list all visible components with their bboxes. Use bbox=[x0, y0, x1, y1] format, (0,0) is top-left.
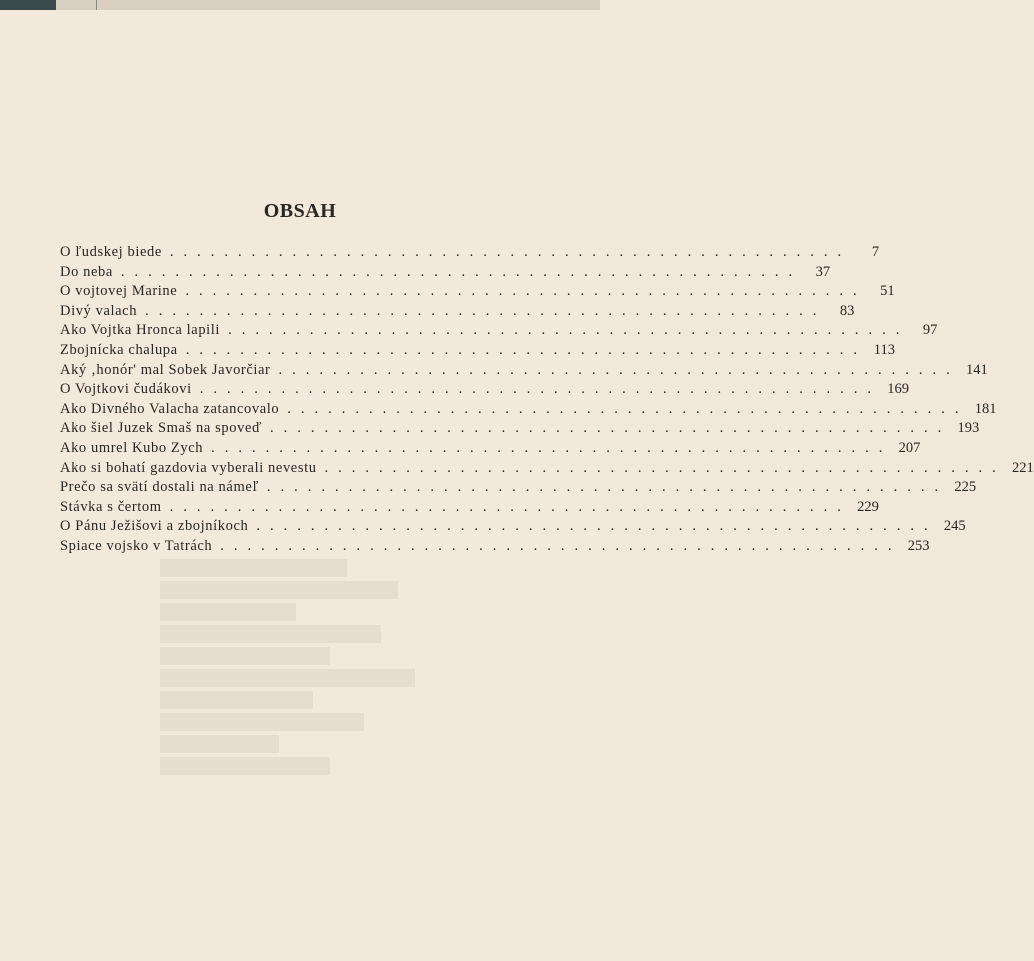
toc-entry-title: Stávka s čertom bbox=[60, 498, 162, 515]
toc-page-number: 37 bbox=[815, 263, 831, 280]
toc-entry-title: Ako šiel Juzek Smaš na spoveď bbox=[60, 420, 262, 437]
toc-leader-dots: .................................................. bbox=[269, 420, 952, 437]
toc-entry-title: Prečo sa svätí dostali na námeľ bbox=[60, 479, 259, 496]
toc-leader-dots: .................................................. bbox=[185, 341, 867, 358]
toc-leader-dots: .................................................. bbox=[169, 498, 851, 515]
toc-row bbox=[60, 361, 988, 381]
toc-row bbox=[60, 419, 980, 439]
toc-entry-title: Zbojnícka chalupa bbox=[60, 341, 178, 358]
toc-entry-title: Ako Divného Valacha zatancovalo bbox=[60, 400, 280, 417]
toc-page-number: 245 bbox=[943, 518, 966, 535]
toc-page-number: 51 bbox=[880, 283, 895, 300]
toc-page-number: 141 bbox=[965, 361, 988, 378]
toc-page-number: 113 bbox=[873, 341, 895, 358]
toc-entry-title: Divý valach bbox=[60, 302, 138, 319]
page-top-edge-shadow bbox=[0, 0, 56, 10]
toc-row bbox=[60, 517, 966, 537]
toc-entry-title: Ako si bohatí gazdovia vyberali nevestu bbox=[60, 459, 317, 476]
toc-leader-dots: .................................................. bbox=[185, 283, 867, 300]
toc-leader-dots: .................................................. bbox=[199, 381, 881, 398]
toc-entry-title: Aký ‚honór' mal Sobek Javorčiar bbox=[60, 361, 271, 378]
toc-entry-title: Ako Vojtka Hronca lapili bbox=[60, 322, 221, 339]
toc-row bbox=[60, 321, 938, 341]
toc-row bbox=[60, 282, 895, 302]
toc-page-number: 181 bbox=[974, 400, 997, 417]
toc-leader-dots: .................................................. bbox=[324, 459, 1006, 476]
toc-leader-dots: .................................................. bbox=[211, 439, 893, 456]
toc-entry-title: O ľudskej biede bbox=[60, 244, 162, 260]
toc-page-number: 83 bbox=[839, 302, 855, 319]
toc-row bbox=[60, 400, 997, 420]
toc-row bbox=[60, 498, 879, 518]
toc-row bbox=[60, 537, 930, 557]
toc-leader-dots: .................................................. bbox=[256, 518, 938, 535]
toc-entry-title: Ako umrel Kubo Zych bbox=[60, 439, 204, 456]
toc-page-number: 193 bbox=[957, 420, 980, 437]
toc-entry-title: Spiace vojsko v Tatrách bbox=[60, 537, 213, 554]
toc-leader-dots: .................................................. bbox=[120, 263, 803, 280]
toc-page-number: 221 bbox=[1012, 459, 1034, 476]
page-top-edge-line bbox=[96, 0, 97, 10]
toc-entry-title: O Pánu Ježišovi a zbojníkoch bbox=[60, 518, 249, 535]
toc-leader-dots: .................................................. bbox=[145, 302, 827, 319]
toc-row bbox=[60, 439, 921, 459]
toc-row bbox=[60, 341, 895, 361]
toc-page-number: 225 bbox=[954, 479, 977, 496]
toc-leader-dots: .................................................. bbox=[266, 479, 949, 496]
toc-leader-dots: .................................................. bbox=[220, 537, 902, 554]
toc-row bbox=[60, 243, 880, 263]
toc-entry-title: Do neba bbox=[60, 263, 113, 280]
toc-row bbox=[60, 459, 1034, 479]
show-through-text bbox=[160, 555, 500, 815]
toc-leader-dots: .................................................. bbox=[278, 361, 960, 378]
toc-page-number: 207 bbox=[898, 439, 921, 456]
toc-page-number: 97 bbox=[922, 322, 938, 339]
toc-row bbox=[60, 380, 909, 400]
toc-entry-title: O vojtovej Marine bbox=[60, 283, 178, 300]
toc-page-number: 253 bbox=[907, 537, 930, 554]
toc-page-number: 7 bbox=[871, 244, 880, 260]
toc-entry-title: O Vojtkovi čudákovi bbox=[60, 381, 192, 398]
toc-page-number: 169 bbox=[887, 381, 909, 398]
toc-leader-dots: .................................................. bbox=[169, 244, 852, 260]
toc-page-number: 229 bbox=[857, 498, 879, 515]
toc-row bbox=[60, 302, 855, 322]
toc-leader-dots: .................................................. bbox=[228, 322, 910, 339]
toc-row bbox=[60, 478, 977, 498]
page-title: OBSAH bbox=[263, 200, 337, 222]
toc-leader-dots: .................................................. bbox=[287, 400, 969, 417]
toc-row bbox=[60, 263, 831, 283]
table-of-contents bbox=[60, 243, 1034, 557]
page-top-edge bbox=[0, 0, 600, 10]
